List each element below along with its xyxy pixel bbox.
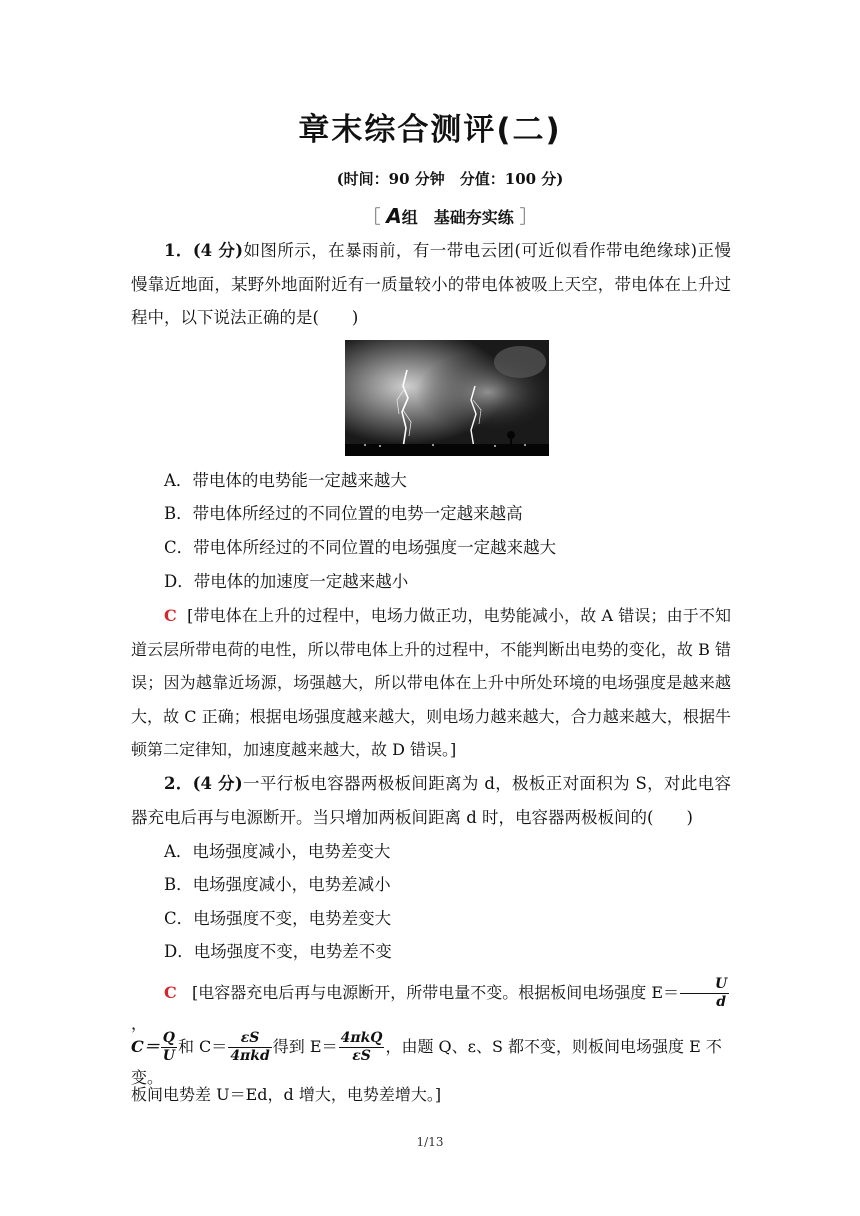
exam-meta: (时间：90 分钟 分值：100 分): [336, 170, 564, 188]
question-2-answer-text-2c: 得到 E＝: [272, 1037, 338, 1056]
fraction-q-over-u: [161, 1030, 177, 1065]
question-1-explanation: [带电体在上升的过程中，电场力做正功，电势能减小，故 A 错误；由于不知道云层所带电荷的电性，所以带电体上升的过程中，不能判断出电势的变化，故 B 错误；因为越靠近场源，场强越大，所以带电体在上升中所处环境的电场强度是越来越大，故 C 正确；根据电场强度越来越大，则电场力越来越大，合力越来越大，根据牛顿第二定律知，加速度越来越大，故 D 错误。]: [131, 606, 731, 759]
fraction-numerator: εS: [228, 1030, 271, 1048]
lightning-photo: [345, 340, 549, 456]
question-1-option-a: A．带电体的电势能一定越来越大: [164, 471, 407, 490]
question-2-answer-letter: C: [164, 983, 177, 1002]
bracket-left: ［: [362, 207, 381, 228]
fraction-denominator: d: [716, 994, 727, 1010]
question-1-text: 如图所示，在暴雨前，有一带电云团(可近似看作带电绝缘球)正慢慢靠近地面，某野外地面附近有一质量较小的带电体被吸上天空，带电体在上升过程中，以下说法正确的是( ): [131, 241, 731, 327]
question-2-option-c: C．电场强度不变，电势差变大: [164, 909, 392, 928]
question-2-option-a: A．电场强度减小，电势差变大: [164, 842, 391, 861]
question-2-option-b: B．电场强度减小，电势差减小: [164, 875, 391, 894]
question-1-stem: [131, 234, 731, 335]
fraction-es-over-4pikd: [228, 1030, 271, 1065]
page-number: 1/13: [416, 1135, 444, 1149]
question-1-option-d: D．带电体的加速度一定越来越小: [164, 572, 409, 591]
question-2-number: 2．(4 分): [164, 774, 243, 793]
fraction-4pikq-over-es: [339, 1030, 385, 1065]
question-2-answer-text-2b: 和 C＝: [177, 1037, 228, 1056]
question-2-answer-line2: [131, 1030, 731, 1088]
question-2-answer-line1: C [电容器充电后再与电源断开，所带电量不变。根据板间电场强度 E＝ $\frac{U}{d}$ ，: [131, 976, 728, 1033]
fraction-numerator: 4πkQ: [340, 1030, 383, 1046]
bracket-right: ］: [519, 207, 538, 228]
section-heading: [0, 203, 860, 229]
fraction-denominator: 4πkd: [230, 1048, 270, 1064]
fraction-numerator: U: [680, 976, 729, 994]
fraction-u-over-d: [680, 976, 729, 1011]
group-label: 组 基础夯实练: [401, 208, 514, 227]
question-1-answer: [131, 599, 731, 767]
question-1-option-b: B．带电体所经过的不同位置的电势一定越来越高: [164, 504, 523, 523]
question-1-number: 1．(4 分): [164, 241, 244, 260]
page-title: 章末综合测评(二): [298, 112, 562, 148]
group-letter: A: [386, 204, 402, 228]
question-2-text: 一平行板电容器两极板间距离为 d，极板正对面积为 S，对此电容器充电后再与电源断开。当只增加两板间距离 d 时，电容器两极板间的( ): [131, 774, 731, 827]
question-2-option-d: D．电场强度不变，电势差不变: [164, 942, 392, 961]
question-2-answer-text-2a: C＝: [131, 1037, 160, 1056]
question-2-answer-text-1: [电容器充电后再与电源断开，所带电量不变。根据板间电场强度 E＝: [192, 983, 680, 1002]
question-2-stem: [131, 767, 731, 834]
question-1-answer-letter: C: [164, 606, 177, 625]
question-2-answer-line3: 板间电势差 U＝Ed，d 增大，电势差增大。]: [131, 1085, 442, 1104]
fraction-denominator: U: [162, 1048, 175, 1064]
question-2-answer-text-2d: ，由题 Q、ε、S 都不变，则板间电场强度 E 不变。: [131, 1037, 722, 1087]
fraction-denominator: εS: [352, 1048, 371, 1064]
question-1-option-c: C．带电体所经过的不同位置的电场强度一定越来越大: [164, 538, 557, 557]
fraction-numerator: Q: [161, 1030, 177, 1048]
